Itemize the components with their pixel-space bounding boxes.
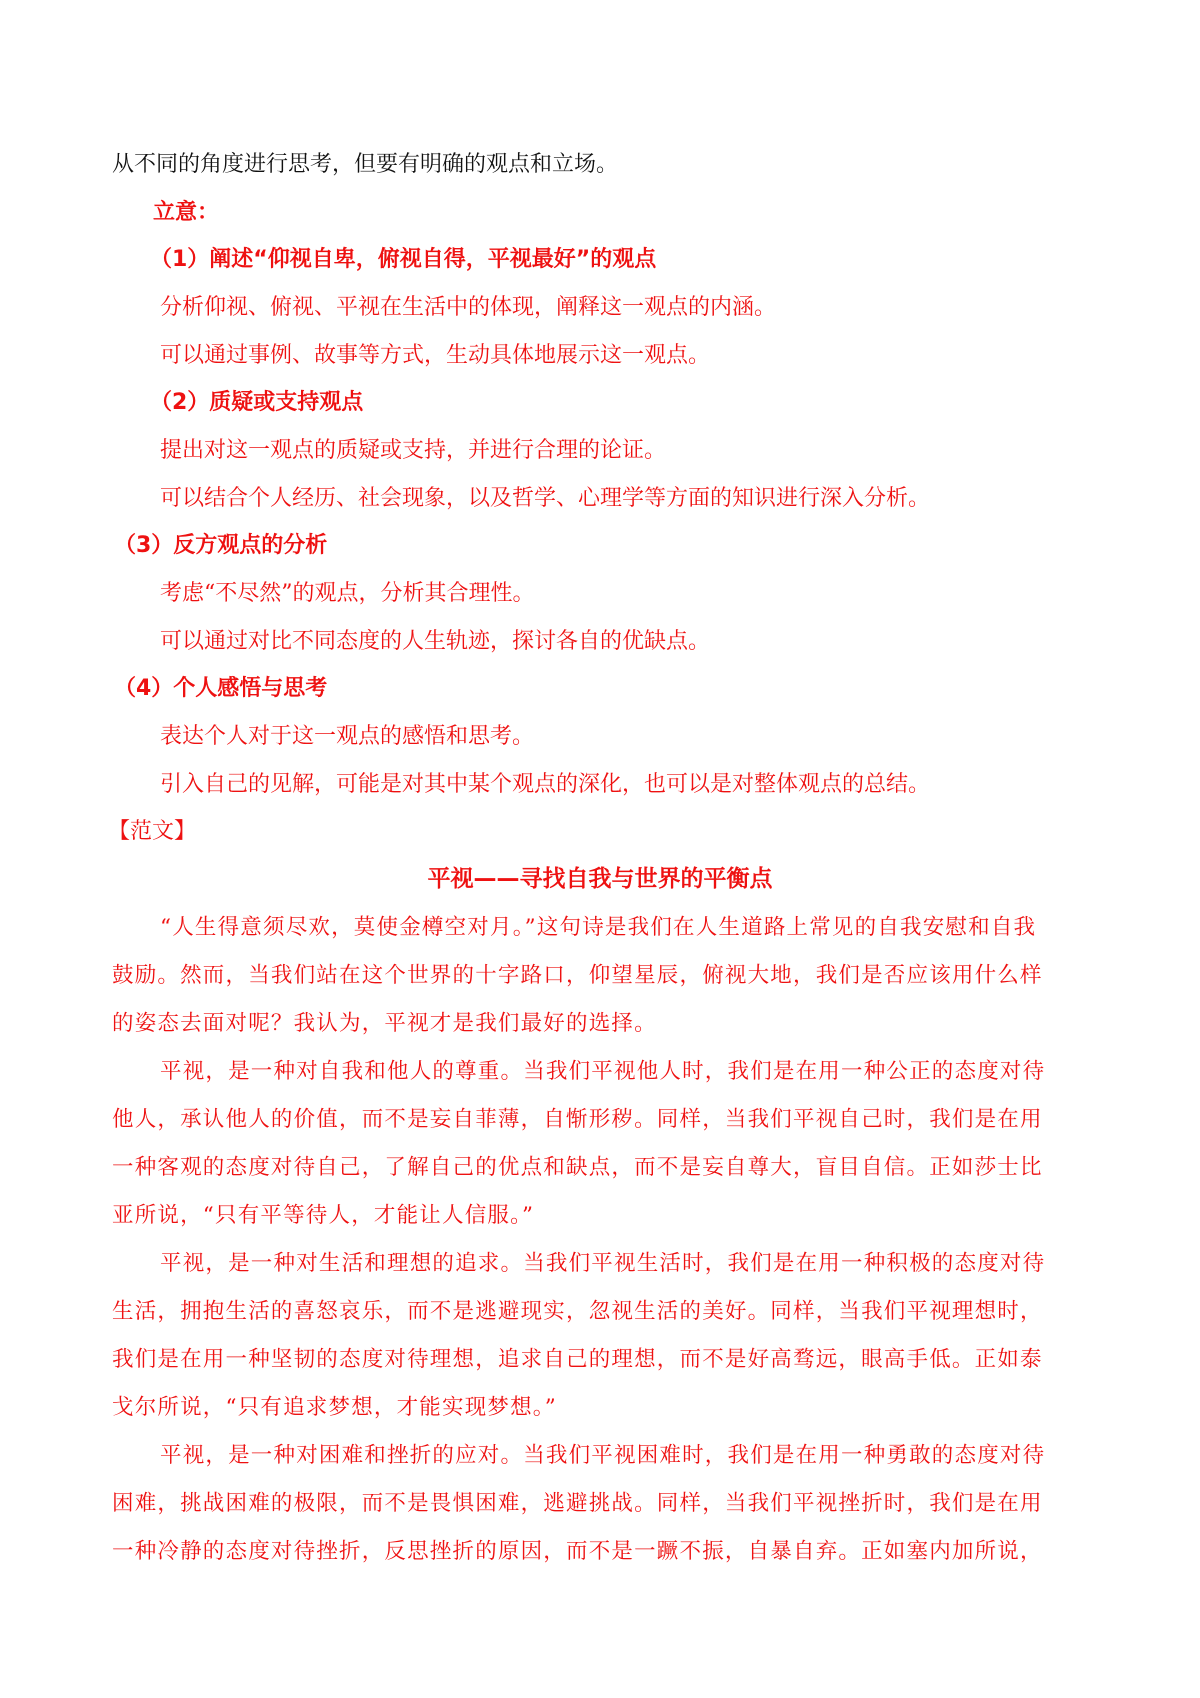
essay-line: 一种客观的态度对待自己，了解自己的优点和缺点，而不是妄自尊大，盲目自信。正如莎士比 — [112, 1155, 1043, 1180]
section-heading: （2）质疑或支持观点 — [150, 390, 364, 415]
essay-line: 他人，承认他人的价值，而不是妄自菲薄，自惭形秽。同样，当我们平视自己时，我们是在用 — [112, 1107, 1043, 1132]
essay-line: 生活，拥抱生活的喜怒哀乐，而不是逃避现实，忽视生活的美好。同样，当我们平视理想时， — [112, 1299, 1043, 1324]
essay-line: “人生得意须尽欢，莫使金樽空对月。”这句诗是我们在人生道路上常见的自我安慰和自我 — [160, 915, 1037, 940]
essay-line: 平视，是一种对困难和挫折的应对。当我们平视困难时，我们是在用一种勇敢的态度对待 — [160, 1443, 1046, 1468]
section-line: 可以结合个人经历、社会现象，以及哲学、心理学等方面的知识进行深入分析。 — [160, 486, 931, 511]
section-line: 考虑“不尽然”的观点，分析其合理性。 — [160, 581, 535, 606]
section-heading: （1）阐述“仰视自卑，俯视自得，平视最好”的观点 — [150, 247, 657, 272]
liyi-label: 立意： — [153, 200, 220, 225]
section-line: 可以通过对比不同态度的人生轨迹，探讨各自的优缺点。 — [160, 629, 711, 654]
section-line: 表达个人对于这一观点的感悟和思考。 — [160, 724, 535, 749]
intro-line: 从不同的角度进行思考，但要有明确的观点和立场。 — [112, 152, 619, 177]
essay-line: 鼓励。然而，当我们站在这个世界的十字路口，仰望星辰，俯视大地，我们是否应该用什么样 — [112, 963, 1043, 988]
fanwen-label: 【范文】 — [108, 819, 197, 844]
section-heading: （3）反方观点的分析 — [114, 533, 328, 558]
essay-line: 一种冷静的态度对待挫折，反思挫折的原因，而不是一蹶不振，自暴自弃。正如塞内加所说， — [112, 1539, 1043, 1564]
essay-line: 平视，是一种对生活和理想的追求。当我们平视生活时，我们是在用一种积极的态度对待 — [160, 1251, 1046, 1276]
section-heading: （4）个人感悟与思考 — [114, 676, 328, 701]
section-line: 提出对这一观点的质疑或支持，并进行合理的论证。 — [160, 438, 667, 463]
essay-line: 的姿态去面对呢？我认为，平视才是我们最好的选择。 — [112, 1011, 657, 1036]
essay-line: 戈尔所说，“只有追求梦想，才能实现梦想。” — [112, 1395, 557, 1420]
essay-line: 亚所说，“只有平等待人，才能让人信服。” — [112, 1203, 535, 1228]
essay-line: 平视，是一种对自我和他人的尊重。当我们平视他人时，我们是在用一种公正的态度对待 — [160, 1059, 1046, 1084]
section-line: 引入自己的见解，可能是对其中某个观点的深化，也可以是对整体观点的总结。 — [160, 772, 931, 797]
essay-line: 我们是在用一种坚韧的态度对待理想，追求自己的理想，而不是好高骛远，眼高手低。正如泰 — [112, 1347, 1043, 1372]
section-line: 分析仰视、俯视、平视在生活中的体现，阐释这一观点的内涵。 — [160, 295, 777, 320]
essay-title: 平视——寻找自我与世界的平衡点 — [427, 866, 773, 892]
essay-line: 困难，挑战困难的极限，而不是畏惧困难，逃避挑战。同样，当我们平视挫折时，我们是在用 — [112, 1491, 1043, 1516]
section-line: 可以通过事例、故事等方式，生动具体地展示这一观点。 — [160, 343, 711, 368]
